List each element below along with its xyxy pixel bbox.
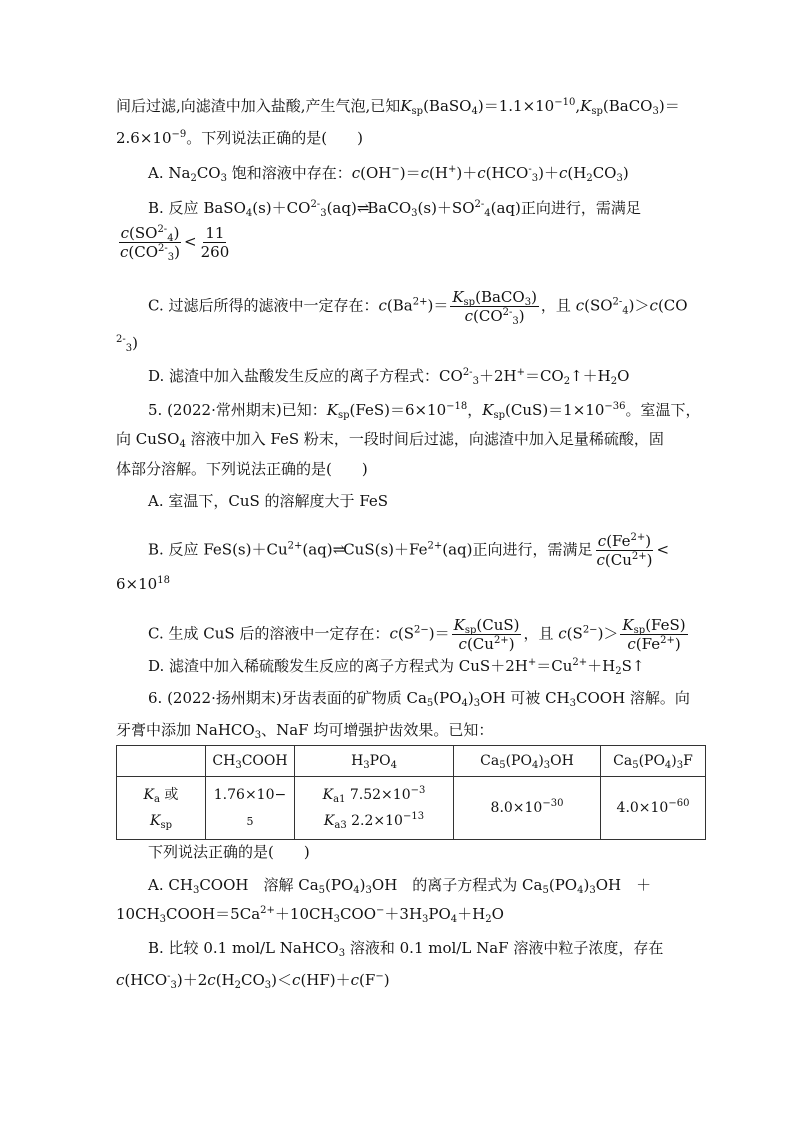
table-cell-ca-f: $4.0\times 10^{-60}$ (601, 777, 706, 840)
q5-line1: 5. (2022·常州期末)已知：$K_{sp}(FeS)=6\times 10^{-18}$，$K_{sp}(CuS)=1\times 10^{-36}$。室温下， (148, 401, 701, 421)
q5-c-fraction-1: $\frac{K_{sp}(CuS)}{c(Cu^{2+})}$ (453, 616, 520, 653)
table-header-ch3cooh: $CH_3COOH$ (206, 746, 295, 777)
q5-option-b-line2: $6\times 10^{18}$ (116, 575, 170, 593)
q6-option-b-line1: B. 比较 0.1 mol/L NaHCO$_3$ 溶液和 0.1 mol/L NaF 溶液中粒子浓度，存在 (148, 939, 664, 959)
q5-option-c: C. 生成 CuS 后的溶液中一定存在：$c(S^{2-})=$ $\frac{K_{sp}(CuS)}{c(Cu^{2+})}$ ，且 $c(S^{2-})>$ $\frac{K_{sp}(FeS)}{c(Fe^{2+})}$ (148, 616, 686, 653)
q4-c-fraction: $\frac{K_{sp}(BaCO_3)}{c(CO^{2-}_3)}$ (452, 288, 537, 327)
table-cell-ch3cooh: 1.76×10− 5 (206, 777, 295, 840)
table-header-blank (117, 746, 206, 777)
q4-intro-line1: 间后过滤,向滤渣中加入盐酸,产生气泡,已知$K_{sp}(BaSO_4)=1.1\times 10^{-10},K_{sp}(BaCO_3)=$ (116, 97, 680, 117)
q6-option-a-line1: A. $CH_3COOH$ 溶解 $Ca_5(PO_4)_3OH$ 的离子方程式为 $Ca_5(PO_4)_3OH$ ＋ (148, 876, 652, 896)
q5-line3: 体部分溶解。下列说法正确的是( ) (116, 460, 368, 478)
q5-c-fraction-2: $\frac{K_{sp}(FeS)}{c(Fe^{2+})}$ (622, 616, 686, 653)
q4-option-a: A. $Na_2CO_3$ 饱和溶液中存在：$c(OH^-)=c(H^+)+c(HCO^-_3)+c(H_2CO_3)$ (148, 164, 629, 184)
q4-option-c-line2: $^{2-}_3$) (116, 334, 138, 354)
q5-option-a: A. 室温下，CuS 的溶解度大于 FeS (148, 492, 389, 510)
constants-table (116, 745, 706, 840)
table-header-ca-oh: $Ca_5(PO_4)_3OH$ (454, 746, 601, 777)
table-row-label: $K_a$ 或 $K_{sp}$ (117, 777, 206, 840)
q4-option-b-line2: $\frac{c(SO^{2-}_4)}{c(CO^{2-}_3)}$ < $\frac{11}{260}$ (120, 224, 230, 263)
q6-line2: 牙膏中添加 NaHCO$_3$、NaF 均可增强护齿效果。已知： (116, 721, 494, 741)
q4-b-value: $\frac{11}{260}$ (200, 224, 230, 261)
table-header-ca-f: $Ca_5(PO_4)_3F$ (601, 746, 706, 777)
q5-option-d: D. 滤渣中加入稀硫酸发生反应的离子方程式为 $CuS+2H^+=Cu^{2+}+H_2S↑$ (148, 657, 645, 677)
q5-option-b-line1: B. 反应 $FeS(s)+Cu^{2+}(aq)\rightleftharpoons CuS(s)+Fe^{2+}(aq)$正向进行，需满足 $\frac{c(Fe^{2+})}{c(Cu^{2+})}$ < (148, 532, 670, 569)
q4-b-fraction: $\frac{c(SO^{2-}_4)}{c(CO^{2-}_3)}$ (120, 224, 181, 263)
q6-question: 下列说法正确的是( ) (148, 843, 310, 861)
q4-intro-line2: $2.6\times 10^{-9}$。下列说法正确的是( ) (116, 129, 363, 147)
q4-option-d: D. 滤渣中加入盐酸发生反应的离子方程式：$CO^{2-}_3+2H^+=CO_2↑+H_2O$ (148, 367, 630, 387)
q4-option-b-line1: B. 反应 $BaSO_4(s)+CO^{2-}_3(aq)\rightleftharpoons BaCO_3(s)+SO^{2-}_4(aq)$正向进行，需满足 (148, 199, 641, 219)
q5-line2: 向 CuSO$_4$ 溶液中加入 FeS 粉末，一段时间后过滤，向滤渣中加入足量稀硫酸，固 (116, 430, 664, 450)
table-cell-ca-oh: $8.0\times 10^{-30}$ (454, 777, 601, 840)
q6-option-b-line2: $c(HCO^-_3)+2c(H_2CO_3)<c(HF)+c(F^-)$ (116, 971, 390, 991)
q4-option-c-line1: C. 过滤后所得的滤液中一定存在：$c(Ba^{2+})=$ $\frac{K_{sp}(BaCO_3)}{c(CO^{2-}_3)}$ ，且 $c(SO^{2-}_4)>c(CO$ (148, 288, 688, 327)
table-header-h3po4: $H_3PO_4$ (295, 746, 454, 777)
q6-line1: 6. (2022·扬州期末)牙齿表面的矿物质 $Ca_5(PO_4)_3OH$ 可被 $CH_3COOH$ 溶解。向 (148, 689, 690, 709)
q5-b-fraction: $\frac{c(Fe^{2+})}{c(Cu^{2+})}$ (596, 532, 653, 569)
table-cell-h3po4: $K_{a1}$ $7.52\times 10^{-3}$ $K_{a3}$ $2.2\times 10^{-13}$ (295, 777, 454, 840)
q6-option-a-line2: $10CH_3COOH=5Ca^{2+}+10CH_3COO^-+3H_3PO_4+H_2O$ (116, 905, 504, 925)
